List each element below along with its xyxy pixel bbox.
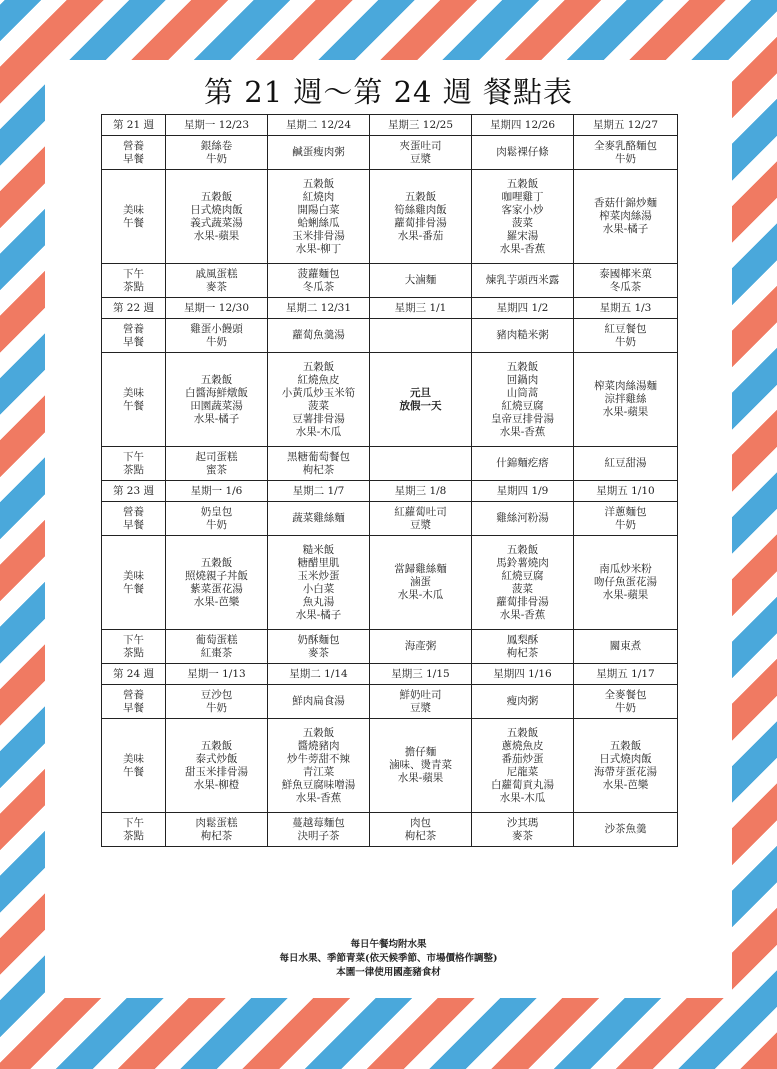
day-date: 星期五 1/10 — [574, 481, 678, 502]
menu-line: 山筒蒿 — [506, 386, 539, 399]
lunch-cell — [370, 170, 472, 264]
menu-line: 紅棗茶 — [200, 646, 233, 659]
menu-line: 沙其瑪 — [506, 816, 539, 829]
menu-line: 番茄炒蛋 — [501, 752, 544, 765]
menu-line: 豬肉糙米粥 — [496, 329, 549, 341]
snack-cell — [574, 447, 678, 481]
menu-line: 瘦肉粥 — [506, 695, 539, 707]
menu-line: 紅燒豆腐 — [501, 399, 544, 412]
breakfast-label — [102, 319, 166, 353]
menu-line: 水果-柳丁 — [295, 242, 342, 255]
snack-cell — [370, 630, 472, 664]
menu-line: 糙米飯 — [302, 543, 335, 556]
day-date: 星期一 12/23 — [166, 115, 268, 136]
menu-line: 決明子茶 — [297, 829, 340, 842]
menu-line: 蛤蜊絲瓜 — [297, 216, 340, 229]
lunch-row — [102, 353, 678, 447]
menu-line: 鳳梨酥 — [506, 633, 539, 646]
week-header-row — [102, 115, 678, 136]
lunch-cell — [370, 536, 472, 630]
breakfast-cell — [472, 502, 574, 536]
menu-line: 菠菜 — [308, 399, 329, 412]
snack-cell — [268, 630, 370, 664]
day-date: 星期一 12/30 — [166, 298, 268, 319]
snack-label — [102, 264, 166, 298]
breakfast-label — [102, 502, 166, 536]
lunch-label — [102, 353, 166, 447]
menu-line: 五穀飯 — [404, 190, 437, 203]
menu-line: 葡萄蛋糕 — [195, 633, 238, 646]
menu-line: 沙茶魚羹 — [604, 823, 647, 835]
snack-cell — [574, 630, 678, 664]
breakfast-cell — [574, 502, 678, 536]
menu-line: 元旦 — [410, 386, 431, 399]
menu-line: 水果-蘋果 — [602, 406, 649, 418]
menu-line: 馬鈴薯燒肉 — [496, 556, 549, 569]
snack-cell — [166, 447, 268, 481]
row-label-line: 早餐 — [123, 335, 144, 348]
menu-line: 涼拌雞絲 — [604, 393, 647, 405]
snack-cell — [268, 447, 370, 481]
menu-line: 五穀飯 — [506, 726, 539, 739]
menu-line: 五穀飯 — [506, 360, 539, 373]
row-label-line: 早餐 — [123, 152, 144, 165]
day-date: 星期二 12/31 — [268, 298, 370, 319]
menu-line: 夾蛋吐司 — [399, 139, 442, 152]
menu-line: 糖醋里肌 — [297, 556, 340, 569]
menu-line: 玉米排骨湯 — [292, 229, 345, 242]
day-date: 星期五 12/27 — [574, 115, 678, 136]
snack-cell — [472, 447, 574, 481]
breakfast-cell — [268, 319, 370, 353]
snack-row — [102, 630, 678, 664]
row-label-line: 下午 — [123, 816, 144, 829]
menu-line: 水果-蘋果 — [397, 772, 444, 784]
breakfast-cell — [166, 685, 268, 719]
snack-cell — [370, 813, 472, 847]
breakfast-cell — [370, 685, 472, 719]
menu-line: 雞蛋小饅頭 — [190, 322, 243, 335]
menu-line: 咖哩雞丁 — [501, 190, 544, 203]
menu-line: 尼龍菜 — [506, 765, 539, 778]
menu-line: 田園蔬菜湯 — [190, 399, 243, 412]
menu-line: 小白菜 — [302, 582, 335, 595]
lunch-cell — [472, 353, 574, 447]
page-title: 第 21 週～第 24 週 餐點表 — [204, 75, 573, 109]
lunch-row — [102, 170, 678, 264]
menu-line: 紅燒肉 — [302, 190, 335, 203]
snack-cell — [166, 813, 268, 847]
menu-line: 水果-木瓜 — [397, 589, 444, 601]
lunch-cell — [472, 170, 574, 264]
menu-line: 水果-蘋果 — [602, 589, 649, 601]
menu-line: 蔓越莓麵包 — [292, 816, 345, 829]
menu-line: 鮮奶吐司 — [399, 688, 442, 701]
menu-line: 鮮魚豆腐味噌湯 — [281, 778, 356, 791]
breakfast-cell — [370, 136, 472, 170]
row-label-line: 營養 — [123, 322, 144, 335]
day-date: 星期四 1/9 — [472, 481, 574, 502]
breakfast-cell — [268, 685, 370, 719]
snack-cell — [472, 813, 574, 847]
menu-line: 水果-橘子 — [295, 608, 342, 621]
lunch-cell — [268, 719, 370, 813]
menu-line: 水果-芭樂 — [193, 595, 240, 608]
week-header-row — [102, 481, 678, 502]
lunch-label — [102, 170, 166, 264]
menu-line: 五穀飯 — [302, 177, 335, 190]
menu-line: 五穀飯 — [609, 739, 642, 752]
menu-line: 水果-香蕉 — [295, 791, 342, 804]
menu-line: 枸杞茶 — [200, 829, 233, 842]
menu-line: 什錦麵疙瘩 — [496, 457, 549, 469]
menu-line: 榨菜肉絲湯 — [599, 210, 652, 222]
menu-line: 水果-木瓜 — [295, 425, 342, 438]
menu-line: 牛奶 — [615, 152, 636, 165]
menu-line: 白醬海鮮燉飯 — [185, 386, 248, 399]
menu-line: 枸杞茶 — [302, 463, 335, 476]
menu-line: 炒牛蒡甜不辣 — [287, 752, 350, 765]
menu-line: 五穀飯 — [200, 190, 233, 203]
menu-line: 甜玉米排骨湯 — [185, 765, 248, 778]
menu-line: 大滷麵 — [404, 274, 437, 286]
week-label: 第 22 週 — [102, 298, 166, 319]
breakfast-label — [102, 685, 166, 719]
menu-line: 紅燒魚皮 — [297, 373, 340, 386]
week-label: 第 21 週 — [102, 115, 166, 136]
menu-line: 義式蔬菜湯 — [190, 216, 243, 229]
menu-line: 水果-柳橙 — [193, 778, 240, 791]
footer-note: 每日水果、季節青菜(依天候季節、市場價格作調整) — [279, 953, 498, 964]
day-date: 星期二 12/24 — [268, 115, 370, 136]
day-date: 星期三 1/1 — [370, 298, 472, 319]
day-date: 星期一 1/13 — [166, 664, 268, 685]
menu-line: 蘿蔔排骨湯 — [394, 216, 447, 229]
menu-line: 麥茶 — [206, 280, 227, 293]
breakfast-cell — [166, 502, 268, 536]
snack-cell — [370, 447, 472, 481]
menu-line: 五穀飯 — [506, 543, 539, 556]
menu-line: 五穀飯 — [506, 177, 539, 190]
menu-line: 五穀飯 — [200, 556, 233, 569]
lunch-label — [102, 536, 166, 630]
menu-line: 蘿蔔魚羹湯 — [292, 329, 345, 341]
menu-line: 開陽白菜 — [297, 203, 340, 216]
day-date: 星期五 1/3 — [574, 298, 678, 319]
menu-line: 海產粥 — [404, 640, 437, 652]
row-label-line: 茶點 — [123, 829, 144, 842]
lunch-label — [102, 719, 166, 813]
row-label-line: 茶點 — [123, 280, 144, 293]
menu-line: 肉鬆蛋糕 — [195, 816, 238, 829]
lunch-cell — [166, 719, 268, 813]
week-label: 第 24 週 — [102, 664, 166, 685]
lunch-cell — [268, 170, 370, 264]
lunch-cell — [166, 536, 268, 630]
breakfast-cell — [574, 136, 678, 170]
snack-cell — [472, 630, 574, 664]
row-label-line: 美味 — [123, 569, 144, 582]
row-label-line: 早餐 — [123, 701, 144, 714]
menu-line: 牛奶 — [206, 335, 227, 348]
menu-line: 紅蘿蔔吐司 — [394, 505, 447, 518]
menu-line: 五穀飯 — [302, 360, 335, 373]
row-label-line: 茶點 — [123, 463, 144, 476]
breakfast-label — [102, 136, 166, 170]
menu-line: 小黃瓜炒玉米筍 — [281, 386, 356, 399]
menu-line: 肉鬆裸仔條 — [496, 146, 549, 158]
menu-line: 牛奶 — [206, 518, 227, 531]
menu-line: 羅宋湯 — [506, 229, 539, 242]
menu-line: 黑糖葡萄餐包 — [287, 450, 350, 463]
row-label-line: 營養 — [123, 505, 144, 518]
breakfast-cell — [574, 685, 678, 719]
menu-line: 枸杞茶 — [404, 829, 437, 842]
footer-notes — [45, 938, 732, 980]
menu-line: 牛奶 — [206, 701, 227, 714]
breakfast-cell — [268, 136, 370, 170]
snack-cell — [370, 264, 472, 298]
breakfast-cell — [472, 319, 574, 353]
row-label-line: 營養 — [123, 688, 144, 701]
menu-line: 豆薯排骨湯 — [292, 412, 345, 425]
snack-cell — [472, 264, 574, 298]
day-date: 星期二 1/7 — [268, 481, 370, 502]
menu-line: 南瓜炒米粉 — [599, 563, 652, 575]
menu-line: 水果-芭樂 — [602, 778, 649, 791]
lunch-row — [102, 719, 678, 813]
day-date: 星期四 12/26 — [472, 115, 574, 136]
menu-line: 水果-番茄 — [397, 229, 444, 242]
menu-line: 牛奶 — [615, 335, 636, 348]
menu-line: 牛奶 — [615, 701, 636, 714]
day-date: 星期一 1/6 — [166, 481, 268, 502]
snack-label — [102, 813, 166, 847]
row-label-line: 美味 — [123, 752, 144, 765]
menu-line: 皇帝豆排骨湯 — [491, 412, 554, 425]
snack-cell — [166, 630, 268, 664]
footer-note: 每日午餐均附水果 — [350, 939, 427, 950]
menu-line: 白蘿蔔貢丸湯 — [491, 778, 554, 791]
row-label-line: 美味 — [123, 386, 144, 399]
menu-line: 魚丸湯 — [302, 595, 335, 608]
menu-line: 日式燒肉飯 — [599, 752, 652, 765]
menu-line: 水果-香蕉 — [499, 242, 546, 255]
menu-line: 回鍋肉 — [506, 373, 539, 386]
menu-line: 冬瓜茶 — [302, 280, 335, 293]
snack-cell — [268, 264, 370, 298]
menu-line: 牛奶 — [206, 152, 227, 165]
lunch-cell — [574, 536, 678, 630]
menu-line: 水果-蘋果 — [193, 229, 240, 242]
menu-line: 水果-香蕉 — [499, 608, 546, 621]
breakfast-cell — [370, 502, 472, 536]
menu-line: 五穀飯 — [200, 739, 233, 752]
menu-line: 菠菜 — [512, 216, 533, 229]
menu-line: 榨菜肉絲湯麵 — [594, 380, 657, 392]
menu-line: 菠菜 — [512, 582, 533, 595]
breakfast-cell — [472, 685, 574, 719]
menu-line: 牛奶 — [615, 518, 636, 531]
row-label-line: 下午 — [123, 633, 144, 646]
lunch-cell — [574, 170, 678, 264]
menu-line: 玉米炒蛋 — [297, 569, 340, 582]
lunch-cell — [472, 719, 574, 813]
day-date: 星期五 1/17 — [574, 664, 678, 685]
menu-line: 戚風蛋糕 — [195, 267, 238, 280]
menu-line: 麥茶 — [308, 646, 329, 659]
lunch-cell — [166, 170, 268, 264]
menu-line: 泰式炒飯 — [195, 752, 238, 765]
menu-line: 肉包 — [410, 816, 431, 829]
menu-line: 雞絲河粉湯 — [496, 512, 549, 524]
lunch-cell — [268, 536, 370, 630]
day-date: 星期四 1/16 — [472, 664, 574, 685]
week-label: 第 23 週 — [102, 481, 166, 502]
breakfast-cell — [268, 502, 370, 536]
breakfast-cell — [472, 136, 574, 170]
menu-line: 滷味、燙青菜 — [389, 759, 452, 771]
menu-line: 全麥乳酪麵包 — [594, 139, 657, 152]
snack-row — [102, 447, 678, 481]
menu-line: 醬燒豬肉 — [297, 739, 340, 752]
snack-cell — [166, 264, 268, 298]
breakfast-row — [102, 502, 678, 536]
menu-line: 豆沙包 — [200, 688, 233, 701]
day-date: 星期三 1/8 — [370, 481, 472, 502]
row-label-line: 早餐 — [123, 518, 144, 531]
snack-cell — [268, 813, 370, 847]
menu-line: 奶酥麵包 — [297, 633, 340, 646]
menu-line: 照燒親子丼飯 — [185, 569, 248, 582]
lunch-row — [102, 536, 678, 630]
row-label-line: 茶點 — [123, 646, 144, 659]
menu-line: 擔仔麵 — [404, 746, 437, 758]
menu-line: 蜜茶 — [206, 463, 227, 476]
lunch-cell — [370, 719, 472, 813]
menu-line: 紅豆餐包 — [604, 322, 647, 335]
menu-line: 泰國椰米菓 — [599, 267, 652, 280]
row-label-line: 下午 — [123, 267, 144, 280]
row-label-line: 午餐 — [123, 765, 144, 778]
row-label-line: 午餐 — [123, 399, 144, 412]
menu-line: 筍絲雞肉飯 — [394, 203, 447, 216]
menu-line: 洋蔥麵包 — [604, 505, 647, 518]
menu-line: 豆漿 — [410, 518, 431, 531]
menu-line: 菠蘿麵包 — [297, 267, 340, 280]
lunch-cell — [166, 353, 268, 447]
snack-cell — [574, 264, 678, 298]
menu-line: 紅豆甜湯 — [604, 457, 647, 469]
menu-line: 枸杞茶 — [506, 646, 539, 659]
menu-line: 水果-香蕉 — [499, 425, 546, 438]
menu-line: 銀絲卷 — [200, 139, 233, 152]
menu-line: 奶皇包 — [200, 505, 233, 518]
menu-line: 麥茶 — [512, 829, 533, 842]
menu-line: 鹹蛋瘦肉粥 — [292, 146, 345, 158]
menu-line: 水果-木瓜 — [499, 791, 546, 804]
menu-line: 冬瓜茶 — [609, 280, 642, 293]
menu-line: 五穀飯 — [200, 373, 233, 386]
menu-line: 蘿蔔排骨湯 — [496, 595, 549, 608]
row-label-line: 午餐 — [123, 216, 144, 229]
menu-line: 鮮肉扁食湯 — [292, 695, 345, 707]
menu-line: 海帶芽蛋花湯 — [594, 765, 657, 778]
breakfast-row — [102, 136, 678, 170]
menu-line: 吻仔魚蛋花湯 — [594, 576, 657, 588]
menu-line: 蔥燒魚皮 — [501, 739, 544, 752]
menu-line: 水果-橘子 — [602, 223, 649, 235]
breakfast-cell — [370, 319, 472, 353]
lunch-cell — [574, 719, 678, 813]
week-header-row — [102, 664, 678, 685]
day-date: 星期二 1/14 — [268, 664, 370, 685]
menu-line: 日式燒肉飯 — [190, 203, 243, 216]
menu-line: 青江菜 — [302, 765, 335, 778]
breakfast-cell — [574, 319, 678, 353]
menu-line: 蔬菜雞絲麵 — [292, 512, 345, 524]
menu-line: 紅燒豆腐 — [501, 569, 544, 582]
day-date: 星期三 1/15 — [370, 664, 472, 685]
breakfast-cell — [166, 319, 268, 353]
row-label-line: 下午 — [123, 450, 144, 463]
menu-line: 五穀飯 — [302, 726, 335, 739]
menu-line: 起司蛋糕 — [195, 450, 238, 463]
snack-label — [102, 630, 166, 664]
lunch-cell — [370, 353, 472, 447]
lunch-cell — [472, 536, 574, 630]
menu-line: 香菇什錦炒麵 — [594, 197, 657, 209]
breakfast-row — [102, 685, 678, 719]
row-label-line: 美味 — [123, 203, 144, 216]
menu-line: 當歸雞絲麵 — [394, 563, 447, 575]
menu-line: 豆漿 — [410, 152, 431, 165]
day-date: 星期三 12/25 — [370, 115, 472, 136]
menu-line: 客家小炒 — [501, 203, 544, 216]
menu-line: 紫菜蛋花湯 — [190, 582, 243, 595]
menu-line: 全麥餐包 — [604, 688, 647, 701]
menu-line: 放假一天 — [399, 399, 442, 412]
row-label-line: 午餐 — [123, 582, 144, 595]
menu-line: 滷蛋 — [410, 576, 431, 588]
footer-note: 本園一律使用國產豬食材 — [336, 967, 441, 978]
menu-table — [101, 114, 678, 847]
breakfast-cell — [166, 136, 268, 170]
lunch-cell — [574, 353, 678, 447]
breakfast-row — [102, 319, 678, 353]
day-date: 星期四 1/2 — [472, 298, 574, 319]
snack-cell — [574, 813, 678, 847]
lunch-cell — [268, 353, 370, 447]
menu-line: 水果-橘子 — [193, 412, 240, 425]
menu-sheet — [45, 60, 732, 998]
snack-row — [102, 813, 678, 847]
week-header-row — [102, 298, 678, 319]
menu-line: 煉乳芋頭西米露 — [485, 274, 560, 286]
snack-row — [102, 264, 678, 298]
menu-line: 關東煮 — [609, 640, 642, 652]
row-label-line: 營養 — [123, 139, 144, 152]
snack-label — [102, 447, 166, 481]
menu-line: 豆漿 — [410, 701, 431, 714]
